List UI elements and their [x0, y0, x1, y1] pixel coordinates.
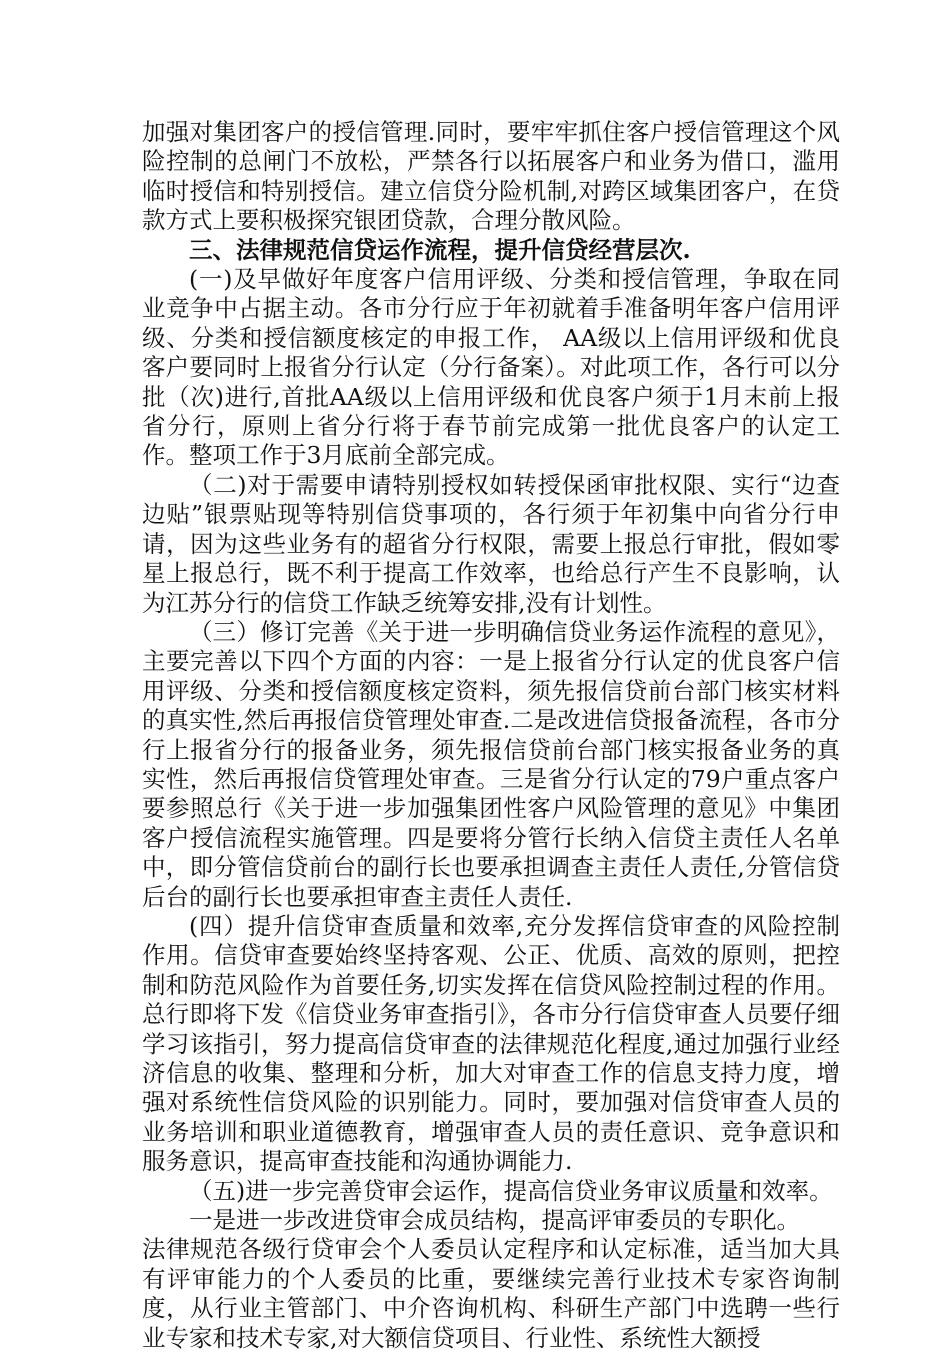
section-heading-three: 三、法律规范信贷运作流程，提升信贷经营层次.: [189, 235, 691, 264]
document-page: [142, 118, 840, 1353]
paragraph-item-four: (四）提升信贷审查质量和效率,充分发挥信贷审查的风险控制作用。信贷审查要始终坚持客观、公正、优质、高效的原则，把控制和防范风险作为首要任务,切实发挥在信贷风险控制过程的作用。总行即将下发《信贷业务审查指引》，各市分行信贷审查人员要仔细学习该指引，努力提高信贷审查的法律规范化程度,通过加强行业经济信息的收集、整理和分析，加大对审查工作的信息支持力度，增强对系统性信贷风险的识别能力。同时，要加强对信贷审查人员的业务培训和职业道德教育，增强审查人员的责任意识、竞争意识和服务意识，提高审查技能和沟通协调能力.: [142, 911, 840, 1176]
paragraph-item-two: （二)对于需要申请特别授权如转授保函审批权限、实行“边查边贴”银票贴现等特别信贷事项的，各行须于年初集中向省分行申请，因为这些业务有的超省分行权限，需要上报总行审批，假如零星上报总行，既不利于提高工作效率，也给总行产生不良影响，认为江苏分行的信贷工作缺乏统筹安排,没有计划性。: [142, 470, 840, 617]
paragraph-point-one: 一是进一步改进贷审会成员结构，提高评审委员的专职化。: [189, 1206, 800, 1235]
paragraph-item-three: （三）修订完善《关于进一步明确信贷业务运作流程的意见》，主要完善以下四个方面的内容：一是上报省分行认定的优良客户信用评级、分类和授信额度核定资料，须先报信贷前台部门核实材料的真实性,然后再报信贷管理处审查.二是改进信贷报备流程，各市分行上报省分行的报备业务，须先报信贷前台部门核实报备业务的真实性，然后再报信贷管理处审查。三是省分行认定的79户重点客户要参照总行《关于进一步加强集团性客户风险管理的意见》中集团客户授信流程实施管理。四是要将分管行长纳入信贷主责任人名单中，即分管信贷前台的副行长也要承担调查主责任人责任,分管信贷后台的副行长也要承担审查主责任人责任.: [142, 617, 840, 911]
paragraph-item-five: （五)进一步完善贷审会运作，提高信贷业务审议质量和效率。: [189, 1176, 833, 1205]
paragraph-point-one-continued: 法律规范各级行贷审会个人委员认定程序和认定标准，适当加大具有评审能力的个人委员的比重，要继续完善行业技术专家咨询制度，从行业主管部门、中介咨询机构、科研生产部门中选聘一些行业专家和技术专家,对大额信贷项目、行业性、系统性大额授: [142, 1235, 840, 1352]
paragraph-collective-credit-closing: 加强对集团客户的授信管理.同时，要牢牢抓住客户授信管理这个风险控制的总闸门不放松，严禁各行以拓展客户和业务为借口，滥用临时授信和特别授信。建立信贷分险机制,对跨区域集团客户，在贷款方式上要积极探究银团贷款，合理分散风险。: [142, 118, 840, 235]
paragraph-item-one: (一)及早做好年度客户信用评级、分类和授信管理，争取在同业竞争中占据主动。各市分行应于年初就着手准备明年客户信用评级、分类和授信额度核定的申报工作， AA级以上信用评级和优良客户要同时上报省分行认定（分行备案）。对此项工作，各行可以分批（次)进行,首批AA级以上信用评级和优良客户须于1月末前上报省分行，原则上省分行将于春节前完成第一批优良客户的认定工作。整项工作于3月底前全部完成。: [142, 265, 840, 470]
